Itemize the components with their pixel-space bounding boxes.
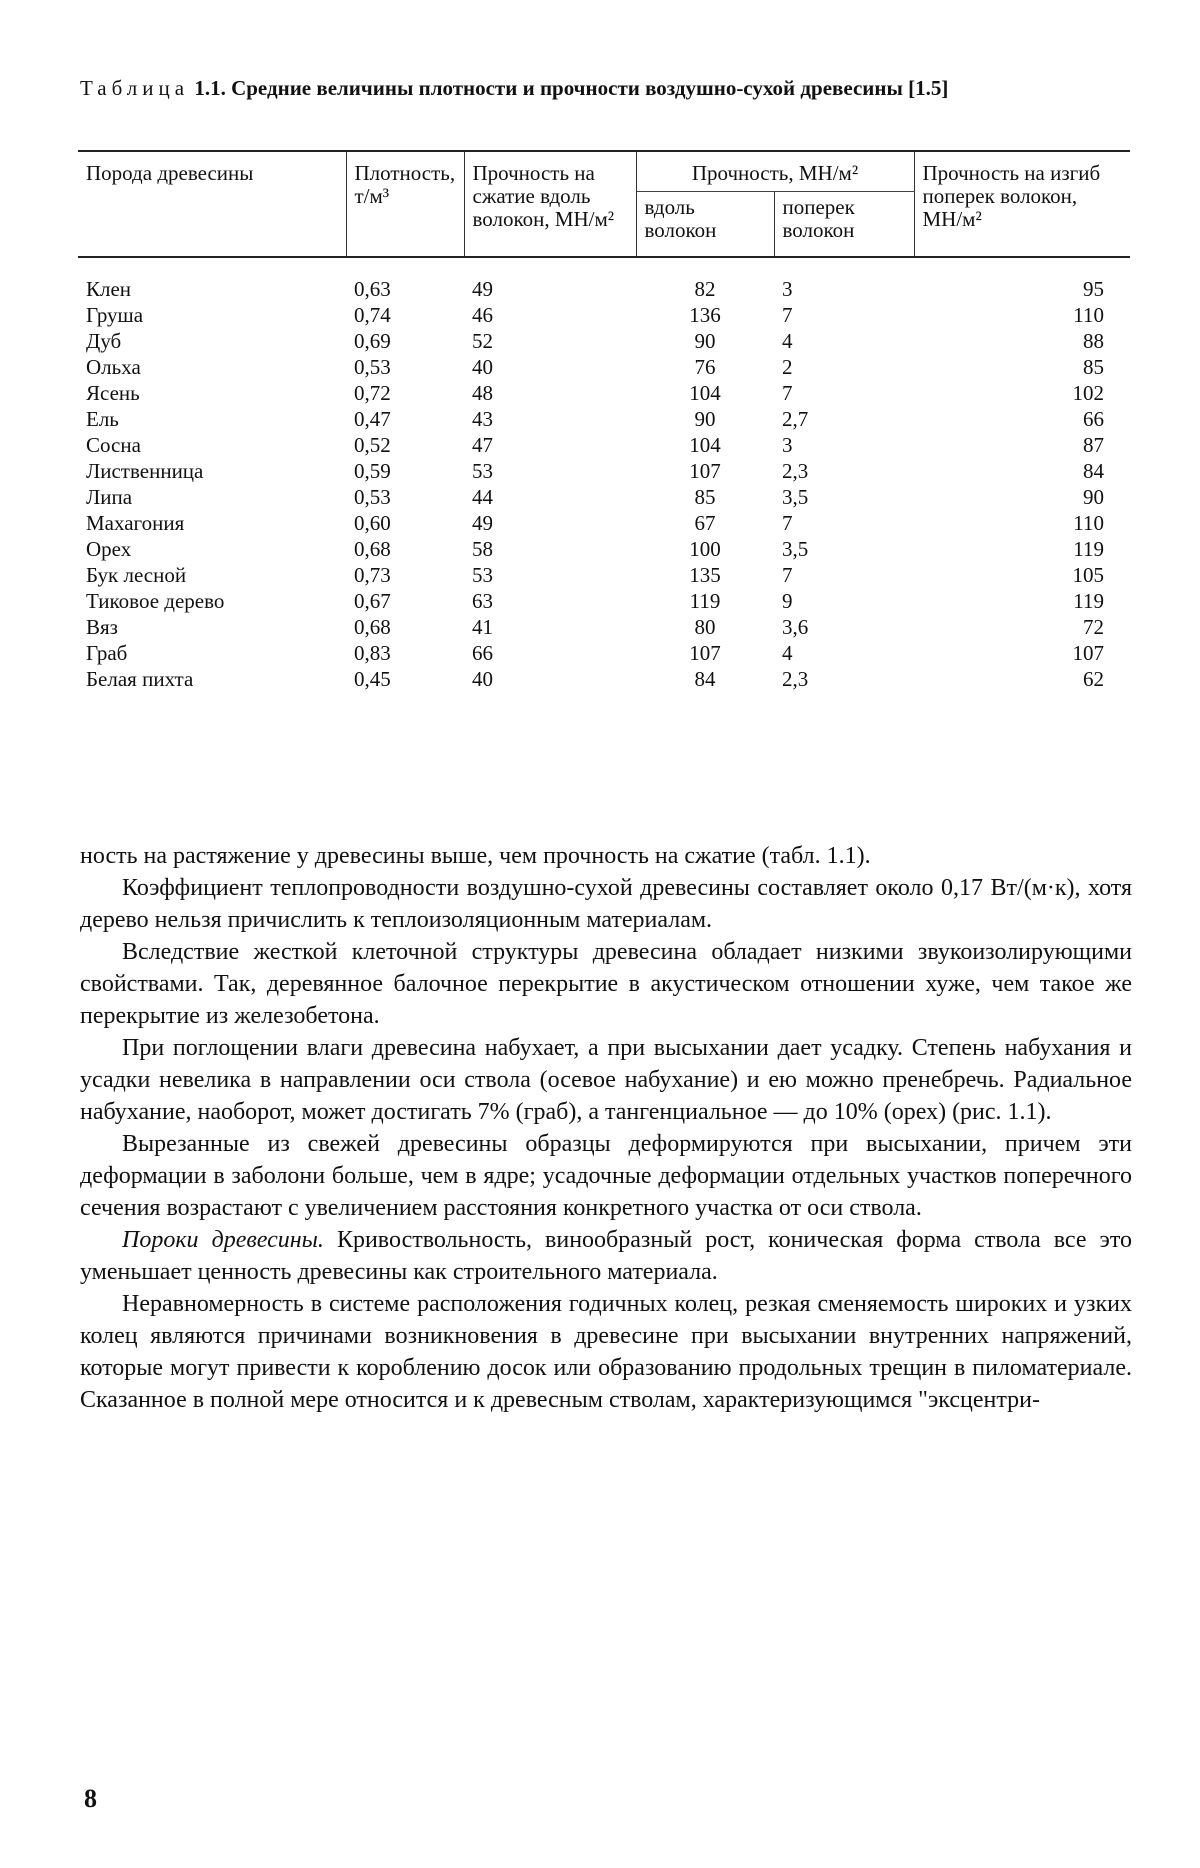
cell-across-fibers: 9 <box>782 589 793 613</box>
cell-bending: 85 <box>1083 355 1104 379</box>
cell-species: Ясень <box>86 381 140 405</box>
cell-compression: 58 <box>472 537 493 561</box>
cell-density: 0,47 <box>354 407 391 431</box>
cell-species: Сосна <box>86 433 141 457</box>
header-bending: Прочность на изгиб поперек волокон, МН/м² <box>914 151 1130 257</box>
page-number: 8 <box>84 1784 97 1813</box>
table-caption <box>80 76 1130 101</box>
cell-bending: 107 <box>1072 641 1104 665</box>
cell-along-fibers: 104 <box>689 381 721 405</box>
cell-compression: 47 <box>472 433 493 457</box>
cell-across-fibers: 2,3 <box>782 459 809 483</box>
cell-species: Бук лесной <box>86 563 187 587</box>
cell-across-fibers: 3,6 <box>782 615 809 639</box>
cell-bending: 88 <box>1083 329 1104 353</box>
cell-species: Вяз <box>86 615 118 639</box>
cell-compression: 49 <box>472 277 493 301</box>
table-row <box>78 640 1130 666</box>
table-row <box>78 328 1130 354</box>
cell-compression: 66 <box>472 641 493 665</box>
cell-compression: 49 <box>472 511 493 535</box>
cell-across-fibers: 2 <box>782 355 793 379</box>
cell-compression: 63 <box>472 589 493 613</box>
paragraph-7: Неравномерность в системе расположения годичных колец, резкая сменяемость широких и узких колец являются причинами возникновения в древесине при высыхании внутренних напряжений, которые могут привести к короблению досок или образованию продольных трещин в пиломатериале. Сказанное в полной мере относится и к древесным стволам, характеризующимся "эксцентри- <box>80 1291 1132 1413</box>
table-caption-text: 1.1. Средние величины плотности и прочности воздушно-сухой древесины [1.5] <box>194 76 949 100</box>
cell-along-fibers: 80 <box>694 615 716 639</box>
cell-across-fibers: 4 <box>782 329 793 353</box>
table-row <box>78 432 1130 458</box>
cell-across-fibers: 7 <box>782 563 793 587</box>
cell-across-fibers: 3,5 <box>782 537 809 561</box>
header-across-fibers: поперек волокон <box>774 192 914 258</box>
cell-compression: 53 <box>472 459 493 483</box>
cell-across-fibers: 2,7 <box>782 407 809 431</box>
table-body <box>78 257 1130 692</box>
cell-compression: 53 <box>472 563 493 587</box>
cell-along-fibers: 82 <box>694 277 716 301</box>
cell-species: Липа <box>86 485 133 509</box>
cell-density: 0,74 <box>354 303 391 327</box>
table-row <box>78 458 1130 484</box>
cell-species: Лиственница <box>86 459 204 483</box>
table-row <box>78 510 1130 536</box>
cell-density: 0,63 <box>354 277 391 301</box>
cell-along-fibers: 135 <box>689 563 721 587</box>
cell-species: Груша <box>86 303 144 327</box>
body-text <box>80 840 1132 1416</box>
cell-species: Клен <box>86 277 132 301</box>
cell-along-fibers: 100 <box>689 537 721 561</box>
cell-compression: 40 <box>472 355 493 379</box>
cell-compression: 43 <box>472 407 493 431</box>
cell-along-fibers: 90 <box>694 407 716 431</box>
cell-density: 0,53 <box>354 355 391 379</box>
header-density: Плотность, т/м³ <box>346 151 464 257</box>
table-row <box>78 588 1130 614</box>
cell-species: Орех <box>86 537 132 561</box>
cell-compression: 48 <box>472 381 493 405</box>
cell-across-fibers: 3 <box>782 433 793 457</box>
cell-species: Тиковое дерево <box>86 589 225 613</box>
cell-compression: 44 <box>472 485 493 509</box>
header-strength-group: Прочность, МН/м² <box>636 151 914 192</box>
header-along-fibers: вдоль волокон <box>636 192 774 258</box>
cell-density: 0,73 <box>354 563 391 587</box>
cell-along-fibers: 136 <box>689 303 721 327</box>
table-row <box>78 666 1130 692</box>
table-row <box>78 354 1130 380</box>
cell-across-fibers: 3,5 <box>782 485 809 509</box>
cell-bending: 95 <box>1083 277 1104 301</box>
cell-density: 0,72 <box>354 381 391 405</box>
cell-across-fibers: 7 <box>782 511 793 535</box>
paragraph-6 <box>80 1224 1132 1288</box>
cell-across-fibers: 7 <box>782 381 793 405</box>
cell-species: Махагония <box>86 511 185 535</box>
cell-along-fibers: 90 <box>694 329 716 353</box>
cell-density: 0,52 <box>354 433 391 457</box>
cell-along-fibers: 107 <box>689 641 721 665</box>
table-row <box>78 536 1130 562</box>
cell-density: 0,60 <box>354 511 391 535</box>
cell-density: 0,68 <box>354 615 391 639</box>
cell-along-fibers: 85 <box>694 485 716 509</box>
cell-density: 0,83 <box>354 641 391 665</box>
paragraph-6-text: Кривоствольность, винообразный рост, коническая форма ствола все это уменьшает ценность древесины как строительного материала. <box>80 1227 1133 1285</box>
cell-across-fibers: 7 <box>782 303 793 327</box>
cell-density: 0,59 <box>354 459 391 483</box>
table-row <box>78 380 1130 406</box>
cell-across-fibers: 3 <box>782 277 793 301</box>
table-caption-label: Таблица <box>80 76 190 100</box>
header-species: Порода древесины <box>78 151 346 257</box>
paragraph-3: Вследствие жесткой клеточной структуры древесина обладает низкими звукоизолирующими свойствами. Так, деревянное балочное перекрытие в акустическом отношении хуже, чем такое же перекрытие из железобетона. <box>80 939 1132 1029</box>
cell-bending: 119 <box>1073 589 1104 613</box>
wood-properties-table <box>78 150 1130 692</box>
cell-density: 0,69 <box>354 329 391 353</box>
cell-along-fibers: 107 <box>689 459 721 483</box>
header-compression: Прочность на сжатие вдоль волокон, МН/м² <box>464 151 636 257</box>
table-row <box>78 484 1130 510</box>
cell-bending: 90 <box>1083 485 1104 509</box>
cell-compression: 41 <box>472 615 493 639</box>
cell-bending: 87 <box>1083 433 1104 457</box>
cell-bending: 105 <box>1072 563 1104 587</box>
cell-density: 0,67 <box>354 589 391 613</box>
paragraph-2: Коэффициент теплопроводности воздушно-сухой древесины составляет около 0,17 Вт/(м·к), хотя дерево нельзя причислить к теплоизоляционным материалам. <box>80 875 1132 933</box>
cell-compression: 46 <box>472 303 493 327</box>
paragraph-4: При поглощении влаги древесина набухает, а при высыхании дает усадку. Степень набухания и усадки невелика в направлении оси ствола (осевое набухание) и ею можно пренебречь. Радиальное набухание, наоборот, может достигать 7% (граб), а тангенциальное — до 10% (орех) (рис. 1.1). <box>80 1035 1132 1125</box>
paragraph-1: ность на растяжение у древесины выше, чем прочность на сжатие (табл. 1.1). <box>80 843 871 869</box>
cell-bending: 84 <box>1083 459 1104 483</box>
cell-compression: 40 <box>472 667 493 691</box>
cell-density: 0,53 <box>354 485 391 509</box>
cell-density: 0,68 <box>354 537 391 561</box>
paragraph-5: Вырезанные из свежей древесины образцы деформируются при высыхании, причем эти деформации в заболони больше, чем в ядре; усадочные деформации отдельных участков поперечного сечения возрастают с увеличением расстояния конкретного участка от оси ствола. <box>80 1131 1132 1221</box>
cell-across-fibers: 2,3 <box>782 667 809 691</box>
section-title-wood-defects: Пороки древесины. <box>122 1227 324 1253</box>
cell-compression: 52 <box>472 329 493 353</box>
cell-bending: 62 <box>1083 667 1104 691</box>
cell-bending: 110 <box>1073 303 1104 327</box>
cell-along-fibers: 104 <box>689 433 721 457</box>
cell-species: Ольха <box>86 355 141 379</box>
cell-across-fibers: 4 <box>782 641 793 665</box>
cell-species: Дуб <box>86 329 122 353</box>
cell-species: Белая пихта <box>86 667 194 691</box>
cell-bending: 102 <box>1072 381 1104 405</box>
cell-bending: 66 <box>1083 407 1104 431</box>
cell-species: Граб <box>86 641 128 665</box>
cell-bending: 119 <box>1073 537 1104 561</box>
table-row <box>78 562 1130 588</box>
table-row <box>78 406 1130 432</box>
cell-along-fibers: 84 <box>694 667 716 691</box>
table-row <box>78 257 1130 302</box>
cell-species: Ель <box>86 407 119 431</box>
cell-along-fibers: 76 <box>694 355 716 379</box>
table-row <box>78 302 1130 328</box>
cell-density: 0,45 <box>354 667 391 691</box>
cell-along-fibers: 67 <box>694 511 716 535</box>
table-row <box>78 614 1130 640</box>
cell-along-fibers: 119 <box>689 589 721 613</box>
cell-bending: 110 <box>1073 511 1104 535</box>
cell-bending: 72 <box>1083 615 1104 639</box>
